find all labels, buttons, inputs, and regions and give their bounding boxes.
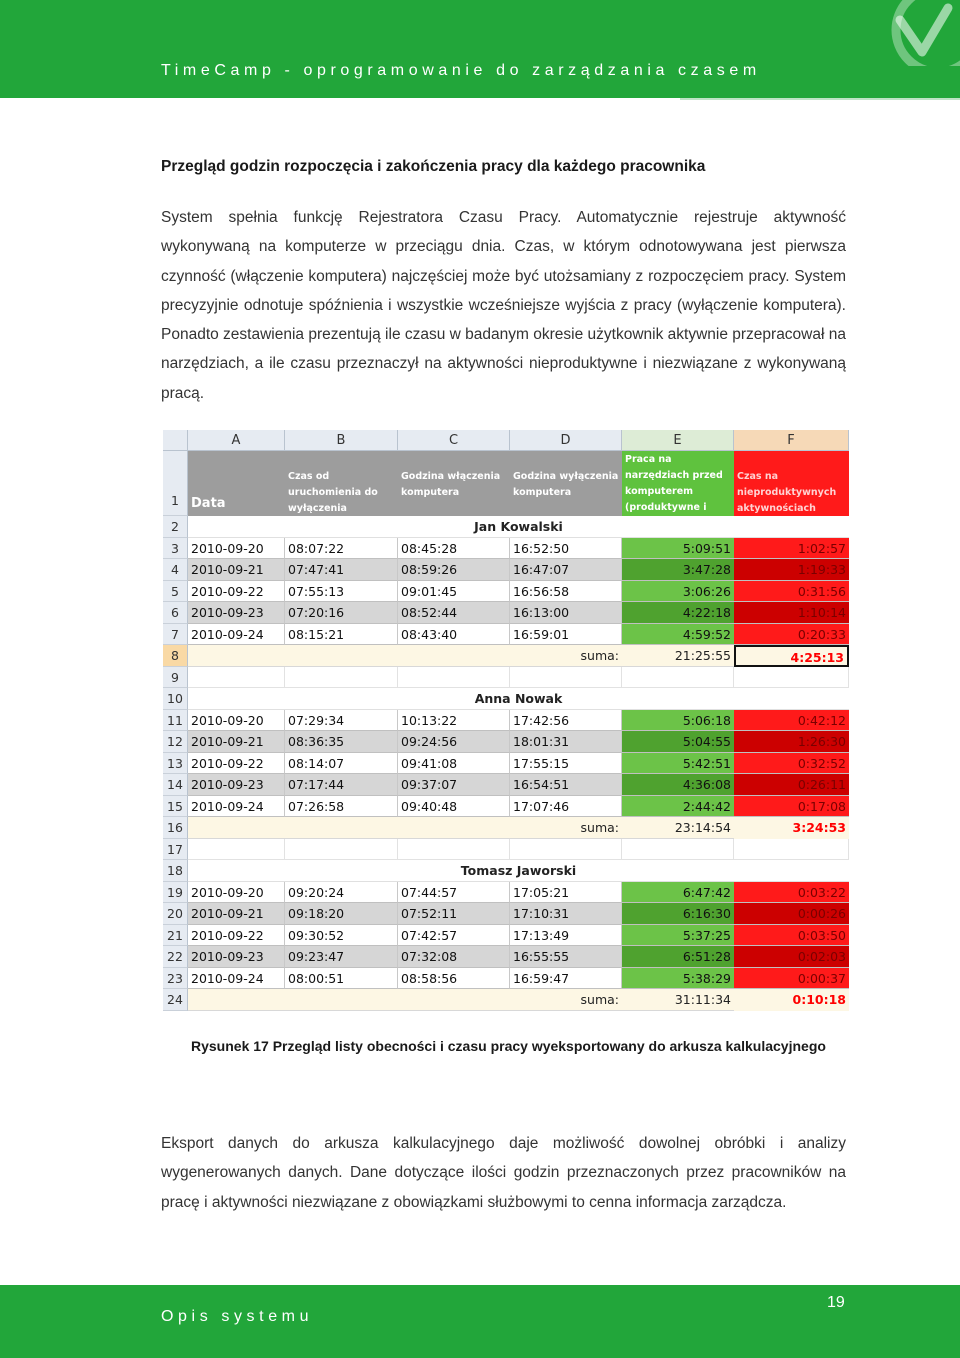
- employee-name: Tomasz Jaworski: [188, 860, 849, 882]
- empty-cell: [510, 839, 622, 861]
- column-header-F: F: [734, 430, 849, 451]
- row-number: 2: [163, 516, 188, 538]
- data-cell: 6:16:30: [622, 903, 734, 925]
- data-cell: 08:15:21: [285, 624, 398, 646]
- data-cell: 16:47:07: [510, 559, 622, 581]
- intro-paragraph: System spełnia funkcję Rejestratora Czasu Pracy. Automatycznie rejestruje aktywność wykonywaną na komputerze w przeciągu dnia. Czas, w którym odnotowywana jest pierwsza czynność (włączenie komputera) najczęściej może być utożsamiany z rozpoczęciem pracy. System precyzyjnie odnotuje spóźnienia i wszystkie wcześniejsze wyjścia z pracy (wyłączenie komputera). Ponadto zestawienia prezentują ile czasu w badanym okresie użytkownik aktywnie przepracował na narzędziach, a ile czasu przeznaczył na aktywności nieproduktywne i niezwiązane z wykonywaną pracą.: [161, 209, 846, 402]
- empty-cell: [510, 667, 622, 689]
- data-cell: 08:43:40: [398, 624, 510, 646]
- data-cell: 4:36:08: [622, 774, 734, 796]
- spreadsheet-figure: [163, 430, 849, 1012]
- page-header-band: [0, 0, 960, 98]
- row-number: 21: [163, 925, 188, 947]
- data-cell: 09:30:52: [285, 925, 398, 947]
- header-divider: [680, 98, 960, 100]
- header-cell-B: Czas od uruchomienia do wyłączenia: [285, 451, 398, 516]
- row-number: 1: [163, 451, 188, 516]
- data-cell: 2010-09-23: [188, 774, 285, 796]
- empty-cell: [188, 839, 285, 861]
- data-cell: 16:13:00: [510, 602, 622, 624]
- row-number: 12: [163, 731, 188, 753]
- sum-label: suma:: [580, 648, 619, 663]
- row-number: 6: [163, 602, 188, 624]
- row-number: 19: [163, 882, 188, 904]
- data-cell: 6:47:42: [622, 882, 734, 904]
- header-cell-D: Godzina wyłączenia komputera: [510, 451, 622, 516]
- page-footer-band: [0, 1285, 960, 1358]
- data-cell: 0:17:08: [734, 796, 849, 818]
- header-cell-E: Praca na narzędziach przed komputerem (produktywne i: [622, 451, 734, 516]
- data-cell: 0:31:56: [734, 581, 849, 603]
- data-cell: 0:03:22: [734, 882, 849, 904]
- data-cell: 2010-09-23: [188, 602, 285, 624]
- data-cell: 07:26:58: [285, 796, 398, 818]
- row-number: 22: [163, 946, 188, 968]
- data-cell: 16:55:55: [510, 946, 622, 968]
- data-cell: 16:59:47: [510, 968, 622, 990]
- data-cell: 2010-09-21: [188, 903, 285, 925]
- data-cell: 2:44:42: [622, 796, 734, 818]
- data-cell: 09:41:08: [398, 753, 510, 775]
- data-cell: 2010-09-24: [188, 624, 285, 646]
- sum-total-e: 23:14:54: [622, 817, 734, 839]
- empty-cell: [734, 839, 849, 861]
- data-cell: 3:06:26: [622, 581, 734, 603]
- row-number: 20: [163, 903, 188, 925]
- data-cell: 09:20:24: [285, 882, 398, 904]
- empty-cell: [734, 667, 849, 689]
- data-cell: 17:13:49: [510, 925, 622, 947]
- data-cell: 0:42:12: [734, 710, 849, 732]
- data-cell: 08:45:28: [398, 538, 510, 560]
- footer-title: Opis systemu: [161, 1308, 314, 1325]
- data-cell: 08:36:35: [285, 731, 398, 753]
- row-number: 23: [163, 968, 188, 990]
- row-number: 13: [163, 753, 188, 775]
- empty-cell: [622, 667, 734, 689]
- data-cell: 10:13:22: [398, 710, 510, 732]
- data-cell: 08:59:26: [398, 559, 510, 581]
- row-number: 7: [163, 624, 188, 646]
- data-cell: 0:03:50: [734, 925, 849, 947]
- data-cell: 07:29:34: [285, 710, 398, 732]
- data-cell: 5:09:51: [622, 538, 734, 560]
- sheet-corner: [163, 430, 188, 451]
- data-cell: 2010-09-22: [188, 753, 285, 775]
- empty-cell: [188, 667, 285, 689]
- data-cell: 16:56:58: [510, 581, 622, 603]
- data-cell: 09:01:45: [398, 581, 510, 603]
- data-cell: 2010-09-21: [188, 559, 285, 581]
- data-cell: 17:07:46: [510, 796, 622, 818]
- data-cell: 0:00:37: [734, 968, 849, 990]
- data-cell: 2010-09-21: [188, 731, 285, 753]
- column-header-C: C: [398, 430, 510, 451]
- data-cell: 07:55:13: [285, 581, 398, 603]
- header-title: TimeCamp - oprogramowanie do zarządzania czasem: [161, 62, 761, 79]
- data-cell: 4:22:18: [622, 602, 734, 624]
- employee-name: Jan Kowalski: [188, 516, 849, 538]
- row-number: 15: [163, 796, 188, 818]
- data-cell: 17:10:31: [510, 903, 622, 925]
- data-cell: 5:04:55: [622, 731, 734, 753]
- empty-cell: [398, 667, 510, 689]
- data-cell: 08:58:56: [398, 968, 510, 990]
- column-header-E: E: [622, 430, 734, 451]
- data-cell: 2010-09-20: [188, 882, 285, 904]
- sum-total-f: 3:24:53: [734, 817, 849, 839]
- data-cell: 0:26:11: [734, 774, 849, 796]
- empty-cell: [285, 667, 398, 689]
- row-number: 3: [163, 538, 188, 560]
- data-cell: 4:59:52: [622, 624, 734, 646]
- data-cell: 2010-09-23: [188, 946, 285, 968]
- row-number: 9: [163, 667, 188, 689]
- figure-caption: Rysunek 17 Przegląd listy obecności i czasu pracy wyeksportowany do arkusza kalkulacyjnego: [191, 1038, 826, 1054]
- data-cell: 17:05:21: [510, 882, 622, 904]
- data-cell: 0:32:52: [734, 753, 849, 775]
- data-cell: 3:47:28: [622, 559, 734, 581]
- sum-total-f: 4:25:13: [734, 645, 849, 667]
- empty-cell: [285, 839, 398, 861]
- data-cell: 07:32:08: [398, 946, 510, 968]
- row-number: 8: [163, 645, 188, 667]
- row-number: 18: [163, 860, 188, 882]
- sum-total-e: 31:11:34: [622, 989, 734, 1011]
- data-cell: 09:24:56: [398, 731, 510, 753]
- data-cell: 17:55:15: [510, 753, 622, 775]
- data-cell: 1:10:14: [734, 602, 849, 624]
- data-cell: 2010-09-24: [188, 968, 285, 990]
- data-cell: 08:00:51: [285, 968, 398, 990]
- data-cell: 1:26:30: [734, 731, 849, 753]
- data-cell: 16:52:50: [510, 538, 622, 560]
- header-cell-C: Godzina włączenia komputera: [398, 451, 510, 516]
- data-cell: 5:37:25: [622, 925, 734, 947]
- section-heading: Przegląd godzin rozpoczęcia i zakończenia pracy dla każdego pracownika: [161, 158, 706, 175]
- data-cell: 2010-09-20: [188, 538, 285, 560]
- data-cell: 16:59:01: [510, 624, 622, 646]
- column-header-D: D: [510, 430, 622, 451]
- page-number: 19: [827, 1294, 845, 1311]
- data-cell: 08:07:22: [285, 538, 398, 560]
- data-cell: 09:23:47: [285, 946, 398, 968]
- data-cell: 16:54:51: [510, 774, 622, 796]
- empty-cell: [622, 839, 734, 861]
- data-cell: 07:44:57: [398, 882, 510, 904]
- data-cell: 17:42:56: [510, 710, 622, 732]
- data-cell: 0:02:03: [734, 946, 849, 968]
- data-cell: 5:38:29: [622, 968, 734, 990]
- row-number: 24: [163, 989, 188, 1011]
- header-cell-A: Data: [188, 451, 285, 516]
- data-cell: 1:19:33: [734, 559, 849, 581]
- data-cell: 08:52:44: [398, 602, 510, 624]
- data-cell: 2010-09-22: [188, 581, 285, 603]
- data-cell: 08:14:07: [285, 753, 398, 775]
- sum-total-f: 0:10:18: [734, 989, 849, 1011]
- column-header-A: A: [188, 430, 285, 451]
- data-cell: 6:51:28: [622, 946, 734, 968]
- data-cell: 0:20:33: [734, 624, 849, 646]
- sum-label: suma:: [580, 992, 619, 1007]
- row-number: 17: [163, 839, 188, 861]
- row-number: 14: [163, 774, 188, 796]
- column-header-B: B: [285, 430, 398, 451]
- row-number: 4: [163, 559, 188, 581]
- sum-total-e: 21:25:55: [622, 645, 734, 667]
- data-cell: 5:06:18: [622, 710, 734, 732]
- data-cell: 2010-09-22: [188, 925, 285, 947]
- data-cell: 09:37:07: [398, 774, 510, 796]
- data-cell: 07:42:57: [398, 925, 510, 947]
- data-cell: 07:52:11: [398, 903, 510, 925]
- data-cell: 18:01:31: [510, 731, 622, 753]
- data-cell: 07:47:41: [285, 559, 398, 581]
- row-number: 16: [163, 817, 188, 839]
- timecamp-logo-icon: [878, 0, 960, 66]
- data-cell: 2010-09-20: [188, 710, 285, 732]
- row-number: 5: [163, 581, 188, 603]
- data-cell: 5:42:51: [622, 753, 734, 775]
- sum-label: suma:: [580, 820, 619, 835]
- data-cell: 07:20:16: [285, 602, 398, 624]
- data-cell: 0:00:26: [734, 903, 849, 925]
- data-cell: 2010-09-24: [188, 796, 285, 818]
- employee-name: Anna Nowak: [188, 688, 849, 710]
- row-number: 11: [163, 710, 188, 732]
- export-paragraph: Eksport danych do arkusza kalkulacyjnego daje możliwość dowolnej obróbki i analizy wygenerowanych danych. Dane dotyczące ilości godzin przeznaczonych przez pracowników na pracę i aktywności niezwiązane z obowiązkami służbowymi to cenna informacja zarządcza.: [161, 1135, 846, 1211]
- header-cell-F: Czas na nieproduktywnych aktywnościach: [734, 451, 849, 516]
- data-cell: 1:02:57: [734, 538, 849, 560]
- data-cell: 07:17:44: [285, 774, 398, 796]
- data-cell: 09:40:48: [398, 796, 510, 818]
- row-number: 10: [163, 688, 188, 710]
- empty-cell: [398, 839, 510, 861]
- data-cell: 09:18:20: [285, 903, 398, 925]
